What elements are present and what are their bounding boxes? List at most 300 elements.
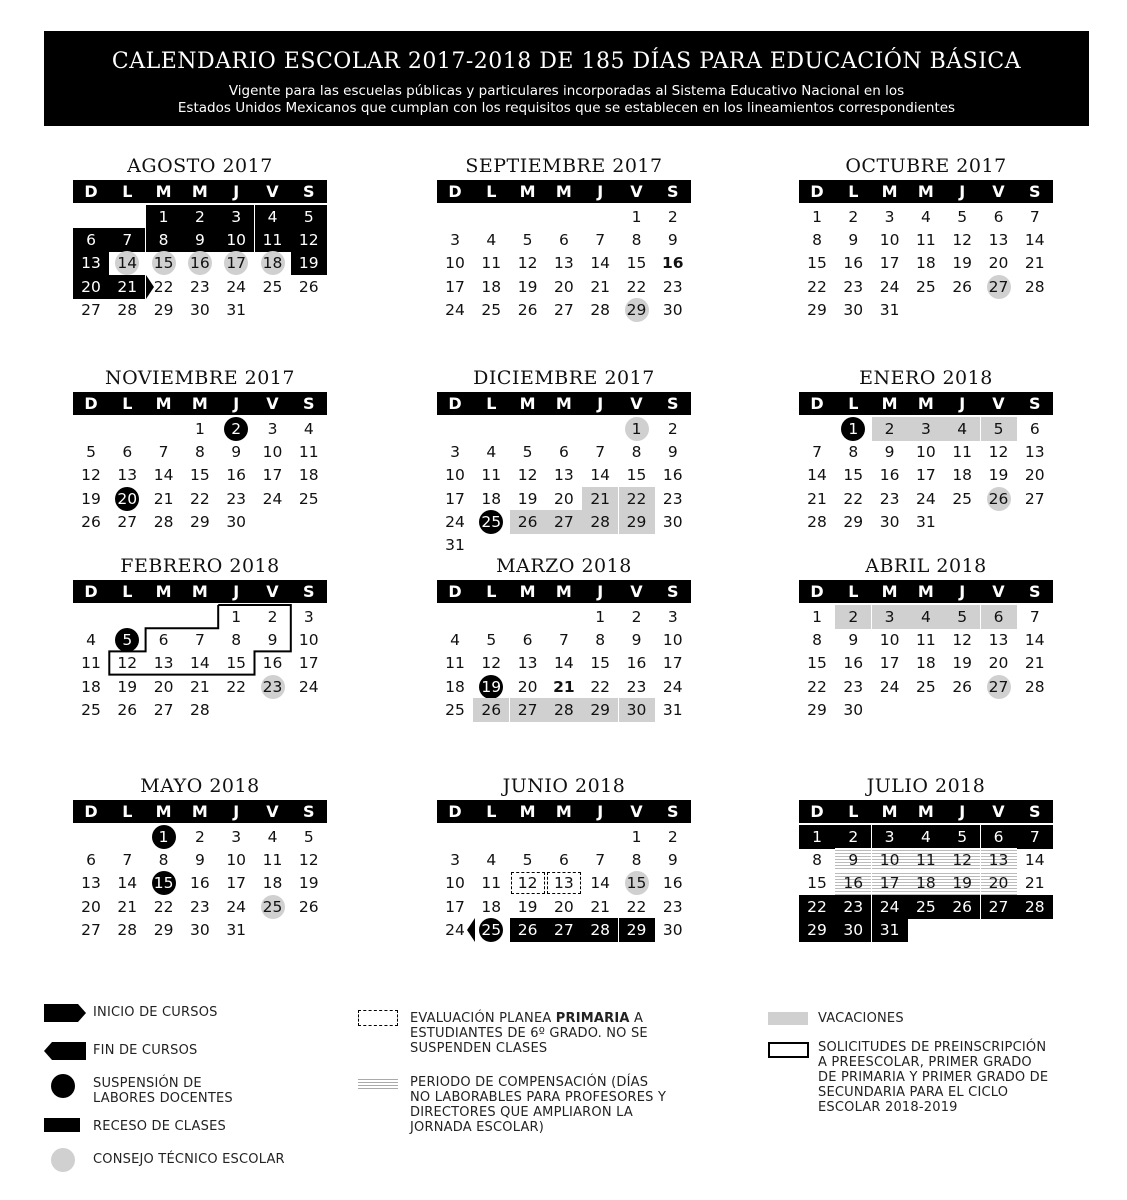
legend-planea-bold: PRIMARIA — [555, 1011, 630, 1026]
day-cell: 7 — [1029, 608, 1040, 626]
legend-suspension-line-2: LABORES DOCENTES — [93, 1091, 233, 1106]
day-cell: 1 — [835, 417, 871, 441]
preinscription-box-icon — [768, 1042, 809, 1058]
day-cell: 19 — [117, 677, 138, 696]
council-dot-icon — [50, 1147, 76, 1173]
day-cell: 4 — [267, 828, 278, 846]
day-cell: 30 — [662, 300, 683, 319]
day-cell: 6 — [122, 443, 133, 462]
day-cell: 24 — [872, 895, 908, 919]
day-cell: 25 — [916, 277, 936, 296]
day-cell: 15 — [190, 466, 210, 485]
day-cell: 23 — [626, 677, 647, 696]
weekday-label: J — [597, 802, 604, 821]
legend-comp-line-1: PERIODO DE COMPENSACIÓN (DÍAS — [410, 1075, 649, 1090]
day-cell: 19 — [952, 254, 973, 273]
calendar-subtitle — [44, 83, 1089, 117]
day-cell: 29 — [619, 510, 655, 534]
weekday-label: M — [917, 802, 934, 821]
day-cell: 17 — [262, 466, 283, 485]
day-cell: 21 — [590, 897, 611, 916]
day-cell: 20 — [981, 871, 1017, 895]
day-cell: 26 — [510, 918, 546, 942]
day-cell: 11 — [908, 848, 944, 872]
day-cell: 29 — [843, 512, 864, 531]
weekday-label: L — [486, 802, 497, 821]
day-cell: 8 — [812, 851, 822, 870]
day-cell: 19 — [298, 874, 319, 893]
day-cell: 4 — [908, 825, 944, 849]
weekday-label: J — [959, 394, 966, 413]
month-name: MARZO 2018 — [496, 555, 632, 577]
day-cell: 29 — [190, 512, 210, 531]
weekday-label: D — [448, 394, 462, 413]
day-cell: 20 — [1024, 466, 1045, 485]
day-cell: 28 — [117, 300, 138, 319]
day-cell: 9 — [182, 228, 218, 252]
day-cell: 26 — [117, 700, 138, 719]
day-cell: 17 — [872, 871, 908, 895]
day-cell: 6 — [981, 605, 1017, 629]
day-cell: 11 — [952, 443, 973, 462]
day-cell: 25 — [916, 677, 936, 696]
weekday-header — [799, 580, 1053, 603]
day-cell: 24 — [445, 920, 465, 939]
day-cell: 21 — [590, 277, 611, 296]
day-cell: 16 — [626, 654, 647, 673]
weekday-label: D — [84, 182, 98, 201]
day-cell: 20 — [988, 654, 1009, 673]
day-cell: 18 — [916, 254, 936, 273]
day-cell: 22 — [619, 487, 655, 511]
day-cell: 19 — [988, 466, 1009, 485]
day-cell: 28 — [1024, 277, 1045, 296]
day-cell: 6 — [558, 851, 569, 870]
day-cell: 6 — [1029, 420, 1040, 438]
day-cell: 14 — [1024, 631, 1045, 650]
day-cell: 31 — [872, 918, 908, 942]
weekday-label: L — [486, 394, 497, 413]
weekday-header — [73, 180, 327, 203]
day-cell: 17 — [298, 654, 319, 673]
day-cell: 21 — [807, 489, 827, 508]
day-cell: 26 — [952, 277, 973, 296]
weekday-label: L — [486, 182, 497, 201]
day-cell: 5 — [944, 605, 980, 629]
day-cell: 15 — [146, 871, 182, 895]
day-cell: 3 — [231, 828, 242, 846]
day-cell: 29 — [619, 298, 655, 322]
day-cell: 3 — [303, 608, 314, 626]
legend-planea-line-3: SUSPENDEN CLASES — [410, 1041, 548, 1056]
day-cell: 27 — [546, 918, 582, 942]
day-cell: 18 — [952, 466, 973, 485]
day-cell: 15 — [807, 654, 827, 673]
day-cell: 14 — [590, 254, 611, 273]
legend-sol-line-2: A PREESCOLAR, PRIMER GRADO — [818, 1055, 1032, 1070]
day-cell: 11 — [445, 654, 465, 673]
weekday-label: J — [233, 582, 240, 601]
day-cell: 22 — [153, 277, 174, 296]
day-cell: 4 — [255, 205, 291, 229]
day-cell: 21 — [1024, 254, 1045, 273]
weekday-label: M — [155, 394, 172, 413]
day-cell: 21 — [109, 275, 145, 299]
day-cell: 25 — [473, 510, 509, 534]
weekday-label: J — [597, 182, 604, 201]
day-cell: 19 — [81, 489, 101, 508]
day-cell: 8 — [631, 231, 642, 250]
day-cell: 19 — [473, 675, 509, 699]
day-cell: 29 — [807, 700, 827, 719]
weekday-label: D — [84, 802, 98, 821]
day-cell: 9 — [194, 851, 205, 870]
day-cell: 2 — [872, 417, 908, 441]
day-cell: 29 — [807, 300, 827, 319]
day-cell: 24 — [226, 897, 247, 916]
day-cell: 10 — [226, 851, 247, 870]
day-cell: 6 — [981, 825, 1017, 849]
day-cell: 30 — [190, 920, 210, 939]
month-name: JUNIO 2018 — [502, 775, 626, 797]
day-cell: 24 — [226, 277, 247, 296]
planea-dashed-icon — [358, 1010, 398, 1026]
day-cell: 25 — [262, 277, 283, 296]
weekday-header — [437, 392, 691, 415]
day-cell: 1 — [595, 608, 606, 626]
day-cell: 28 — [590, 300, 611, 319]
day-cell: 3 — [872, 825, 908, 849]
day-cell: 22 — [843, 489, 864, 508]
day-cell: 20 — [81, 897, 101, 916]
legend-vacaciones: VACACIONES — [818, 1011, 904, 1026]
weekday-label: J — [959, 582, 966, 601]
day-cell: 3 — [450, 443, 460, 462]
day-cell: 14 — [590, 874, 611, 893]
day-cell: 4 — [450, 631, 460, 650]
day-cell: 7 — [595, 443, 606, 462]
day-cell: 28 — [153, 512, 174, 531]
day-cell: 9 — [667, 851, 678, 870]
month-name: AGOSTO 2017 — [127, 155, 273, 177]
day-cell: 11 — [481, 254, 502, 273]
day-cell: 14 — [109, 251, 145, 275]
day-cell: 16 — [182, 251, 218, 275]
day-cell: 25 — [908, 895, 944, 919]
day-cell: 12 — [517, 466, 538, 485]
day-cell: 26 — [81, 512, 101, 531]
day-cell: 27 — [117, 512, 138, 531]
day-cell: 27 — [981, 675, 1017, 699]
day-cell: 25 — [445, 700, 465, 719]
day-cell: 11 — [255, 228, 291, 252]
day-cell: 22 — [807, 677, 827, 696]
day-cell: 11 — [916, 631, 936, 650]
weekday-label: V — [266, 182, 279, 201]
weekday-label: M — [191, 802, 208, 821]
weekday-header — [799, 180, 1053, 203]
weekday-header — [437, 800, 691, 823]
weekday-label: M — [155, 582, 172, 601]
weekday-label: V — [630, 394, 643, 413]
month-name: NOVIEMBRE 2017 — [105, 367, 295, 389]
month-name: ENERO 2018 — [859, 367, 993, 389]
day-cell: 20 — [153, 677, 174, 696]
day-cell: 26 — [298, 897, 319, 916]
day-cell: 18 — [445, 677, 465, 696]
weekday-label: M — [917, 394, 934, 413]
day-cell: 12 — [291, 228, 327, 252]
day-cell: 12 — [510, 871, 546, 895]
day-cell: 14 — [590, 466, 611, 485]
weekday-label: D — [448, 182, 462, 201]
day-cell: 9 — [848, 231, 859, 250]
day-cell: 18 — [481, 897, 502, 916]
day-cell: 10 — [916, 443, 936, 462]
day-cell: 12 — [117, 654, 138, 673]
day-cell: 13 — [554, 466, 574, 485]
day-cell: 11 — [298, 443, 319, 462]
day-cell: 15 — [226, 654, 247, 673]
weekday-label: M — [519, 802, 536, 821]
month-name: SEPTIEMBRE 2017 — [465, 155, 663, 177]
day-cell: 31 — [662, 700, 683, 719]
day-cell: 14 — [1024, 851, 1045, 870]
day-cell: 2 — [848, 208, 859, 226]
weekday-label: M — [555, 582, 572, 601]
day-cell: 4 — [486, 231, 497, 250]
legend-comp-line-3: DIRECTORES QUE AMPLIARON LA — [410, 1105, 633, 1120]
day-cell: 11 — [481, 466, 502, 485]
day-cell: 1 — [799, 825, 835, 849]
day-cell: 26 — [981, 487, 1017, 511]
weekday-header — [437, 580, 691, 603]
month-name: FEBRERO 2018 — [120, 555, 280, 577]
day-cell: 30 — [843, 700, 864, 719]
weekday-label: J — [597, 582, 604, 601]
day-cell: 20 — [554, 489, 574, 508]
day-cell: 19 — [291, 251, 327, 275]
day-cell: 7 — [1029, 208, 1040, 226]
day-cell: 8 — [231, 631, 242, 650]
day-cell: 31 — [445, 536, 465, 554]
day-cell: 17 — [445, 897, 465, 916]
end-arrow-icon — [467, 918, 477, 942]
compensation-hatch-icon — [358, 1077, 398, 1089]
legend-comp-line-4: JORNADA ESCOLAR) — [410, 1120, 545, 1135]
day-cell: 5 — [957, 208, 968, 226]
day-cell: 17 — [662, 654, 683, 673]
month-11 — [799, 775, 1053, 985]
day-cell: 13 — [117, 466, 138, 485]
legend-sol-line-3: DE PRIMARIA Y PRIMER GRADO DE — [818, 1070, 1049, 1085]
weekday-label: M — [519, 394, 536, 413]
day-cell: 24 — [298, 677, 319, 696]
day-cell: 22 — [153, 897, 174, 916]
weekday-label: L — [848, 182, 859, 201]
day-cell: 22 — [626, 897, 647, 916]
weekday-label: M — [881, 582, 898, 601]
legend-comp-line-2: NO LABORABLES PARA PROFESORES Y — [410, 1090, 667, 1105]
day-cell: 24 — [879, 277, 900, 296]
day-cell: 16 — [662, 466, 683, 485]
day-cell: 28 — [546, 698, 582, 722]
day-cell: 18 — [481, 277, 502, 296]
day-cell: 20 — [554, 277, 574, 296]
day-cell: 24 — [445, 512, 465, 531]
day-cell: 18 — [255, 251, 291, 275]
day-cell: 29 — [153, 920, 174, 939]
day-cell: 21 — [153, 489, 174, 508]
day-cell: 19 — [517, 897, 538, 916]
weekday-label: M — [881, 182, 898, 201]
day-cell: 12 — [481, 654, 502, 673]
day-cell: 17 — [916, 466, 936, 485]
day-cell: 2 — [667, 828, 678, 846]
day-cell: 9 — [667, 231, 678, 250]
day-cell: 1 — [194, 420, 205, 438]
day-cell: 21 — [553, 677, 575, 696]
month-4 — [437, 367, 691, 577]
day-cell: 22 — [226, 677, 247, 696]
weekday-label: S — [1029, 802, 1041, 821]
day-cell: 29 — [153, 300, 174, 319]
day-cell: 15 — [590, 654, 611, 673]
day-cell: 27 — [81, 300, 101, 319]
day-cell: 21 — [582, 487, 618, 511]
weekday-label: M — [155, 802, 172, 821]
day-cell: 5 — [981, 417, 1017, 441]
day-cell: 16 — [190, 874, 210, 893]
day-cell: 27 — [81, 920, 101, 939]
day-cell: 26 — [944, 895, 980, 919]
day-cell: 26 — [473, 698, 509, 722]
day-cell: 13 — [153, 654, 174, 673]
weekday-label: V — [992, 394, 1005, 413]
weekday-label: M — [555, 802, 572, 821]
legend-consejo: CONSEJO TÉCNICO ESCOLAR — [93, 1152, 285, 1167]
weekday-label: M — [191, 394, 208, 413]
legend-planea-pre: EVALUACIÓN PLANEA — [410, 1011, 556, 1026]
recess-box-icon — [44, 1118, 80, 1132]
day-cell: 18 — [908, 871, 944, 895]
day-cell: 10 — [445, 874, 465, 893]
weekday-label: M — [917, 582, 934, 601]
day-cell: 13 — [1024, 443, 1045, 462]
day-cell: 25 — [481, 300, 502, 319]
legend-planea — [410, 1011, 648, 1056]
day-cell: 23 — [662, 897, 683, 916]
day-cell: 23 — [662, 489, 683, 508]
day-cell: 12 — [944, 848, 980, 872]
weekday-label: D — [448, 582, 462, 601]
day-cell: 6 — [993, 208, 1004, 226]
day-cell: 18 — [298, 466, 319, 485]
day-cell: 3 — [267, 420, 278, 438]
day-cell: 1 — [812, 208, 822, 226]
month-6 — [73, 555, 327, 765]
weekday-label: V — [630, 802, 643, 821]
day-cell: 17 — [879, 654, 900, 673]
day-cell: 18 — [81, 677, 101, 696]
day-cell: 22 — [799, 895, 835, 919]
day-cell: 2 — [667, 420, 678, 438]
day-cell: 6 — [522, 631, 533, 650]
day-cell: 30 — [226, 512, 247, 531]
weekday-label: D — [810, 182, 824, 201]
day-cell: 8 — [146, 228, 182, 252]
weekday-label: S — [1029, 394, 1041, 413]
day-cell: 13 — [546, 871, 582, 895]
day-cell: 31 — [916, 512, 936, 531]
day-cell: 8 — [158, 851, 169, 870]
day-cell: 7 — [812, 443, 822, 462]
day-cell: 2 — [194, 828, 205, 846]
month-name: ABRIL 2018 — [865, 555, 987, 577]
day-cell: 2 — [267, 608, 278, 626]
day-cell: 18 — [481, 489, 502, 508]
day-cell: 10 — [445, 254, 465, 273]
day-cell: 28 — [807, 512, 827, 531]
day-cell: 8 — [631, 851, 642, 870]
weekday-label: J — [233, 182, 240, 201]
weekday-label: S — [303, 802, 315, 821]
weekday-label: L — [848, 802, 859, 821]
day-cell: 29 — [582, 698, 618, 722]
day-cell: 13 — [554, 254, 574, 273]
day-cell: 25 — [81, 700, 101, 719]
day-cell: 25 — [255, 895, 291, 919]
day-cell: 21 — [1024, 654, 1045, 673]
weekday-label: S — [1029, 582, 1041, 601]
day-cell: 13 — [988, 231, 1009, 250]
day-cell: 18 — [262, 874, 283, 893]
day-cell: 27 — [510, 698, 546, 722]
day-cell: 27 — [153, 700, 174, 719]
day-cell: 16 — [843, 254, 864, 273]
legend-sol-line-4: SECUNDARIA PARA EL CICLO — [818, 1085, 1009, 1100]
day-cell: 11 — [481, 874, 502, 893]
day-cell: 15 — [626, 466, 647, 485]
day-cell: 4 — [486, 443, 497, 462]
weekday-label: V — [630, 582, 643, 601]
day-cell: 17 — [226, 874, 247, 893]
day-cell: 21 — [190, 677, 210, 696]
day-cell: 16 — [226, 466, 247, 485]
day-cell: 31 — [226, 920, 247, 939]
day-cell: 28 — [582, 918, 618, 942]
day-cell: 5 — [522, 851, 533, 870]
weekday-label: L — [848, 394, 859, 413]
day-cell: 28 — [582, 510, 618, 534]
day-cell: 5 — [109, 628, 145, 652]
day-cell: 11 — [81, 654, 101, 673]
day-cell: 12 — [298, 851, 319, 870]
day-cell: 17 — [879, 254, 900, 273]
day-cell: 2 — [182, 205, 218, 229]
day-cell: 2 — [667, 208, 678, 226]
weekday-label: L — [122, 582, 133, 601]
legend-inicio: INICIO DE CURSOS — [93, 1005, 218, 1020]
day-cell: 28 — [1017, 895, 1053, 919]
day-cell: 8 — [194, 443, 205, 462]
day-cell: 28 — [1024, 677, 1045, 696]
month-9 — [73, 775, 327, 985]
weekday-label: V — [630, 182, 643, 201]
day-cell: 22 — [190, 489, 210, 508]
day-cell: 13 — [73, 251, 109, 275]
weekday-label: J — [959, 802, 966, 821]
